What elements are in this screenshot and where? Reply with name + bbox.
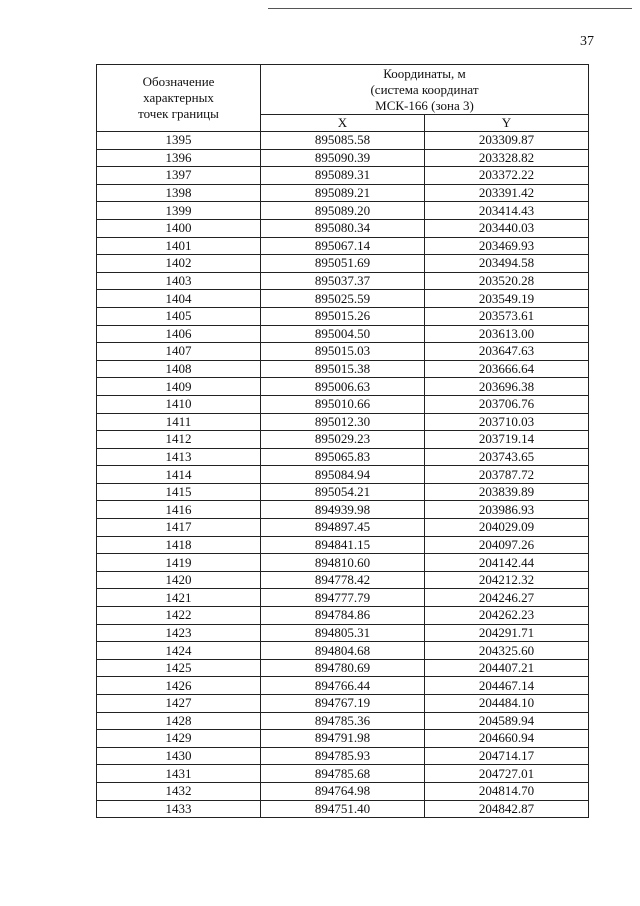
- table-row: [97, 501, 589, 519]
- y-coordinate-cell: 203706.76: [425, 395, 589, 413]
- table-row: [97, 431, 589, 449]
- coords-header-line: МСК-166 (зона 3): [375, 97, 474, 113]
- y-coordinate-cell: 203440.03: [425, 219, 589, 237]
- table-row: [97, 466, 589, 484]
- y-coordinate-cell: 204727.01: [425, 765, 589, 783]
- table-row: [97, 149, 589, 167]
- point-id-cell: 1427: [97, 695, 261, 713]
- point-id-cell: 1400: [97, 219, 261, 237]
- y-coordinate-cell: 204589.94: [425, 712, 589, 730]
- point-designation-header: [97, 65, 261, 132]
- x-coordinate-cell: 894805.31: [261, 624, 425, 642]
- y-coordinate-cell: 204246.27: [425, 589, 589, 607]
- point-id-cell: 1426: [97, 677, 261, 695]
- y-coordinate-cell: 204325.60: [425, 642, 589, 660]
- table-row: [97, 132, 589, 150]
- table-row: [97, 730, 589, 748]
- point-id-cell: 1412: [97, 431, 261, 449]
- point-id-cell: 1424: [97, 642, 261, 660]
- point-id-cell: 1395: [97, 132, 261, 150]
- x-coordinate-cell: 894841.15: [261, 536, 425, 554]
- y-coordinate-cell: 203696.38: [425, 378, 589, 396]
- coords-header-line: (система координат: [370, 81, 479, 97]
- table-row: [97, 554, 589, 572]
- table-row: [97, 712, 589, 730]
- x-coordinate-cell: 894778.42: [261, 571, 425, 589]
- point-header-line: Обозначение: [142, 74, 215, 89]
- y-coordinate-cell: 204714.17: [425, 747, 589, 765]
- point-id-cell: 1403: [97, 272, 261, 290]
- table-row: [97, 167, 589, 185]
- point-id-cell: 1406: [97, 325, 261, 343]
- point-id-cell: 1408: [97, 360, 261, 378]
- y-coordinate-cell: 204484.10: [425, 695, 589, 713]
- point-id-cell: 1419: [97, 554, 261, 572]
- y-coordinate-cell: 204097.26: [425, 536, 589, 554]
- point-id-cell: 1397: [97, 167, 261, 185]
- table-row: [97, 747, 589, 765]
- y-coordinate-cell: 203666.64: [425, 360, 589, 378]
- y-coordinate-cell: 203719.14: [425, 431, 589, 449]
- table-row: [97, 272, 589, 290]
- x-column-header: X: [261, 115, 425, 132]
- y-coordinate-cell: 204212.32: [425, 571, 589, 589]
- y-coordinate-cell: 204660.94: [425, 730, 589, 748]
- y-coordinate-cell: 204842.87: [425, 800, 589, 818]
- table-row: [97, 448, 589, 466]
- point-id-cell: 1417: [97, 519, 261, 537]
- point-id-cell: 1398: [97, 184, 261, 202]
- point-id-cell: 1430: [97, 747, 261, 765]
- table-row: [97, 343, 589, 361]
- point-id-cell: 1409: [97, 378, 261, 396]
- x-coordinate-cell: 894785.68: [261, 765, 425, 783]
- point-header-line: точек границы: [138, 106, 219, 121]
- y-coordinate-cell: 203573.61: [425, 307, 589, 325]
- y-coordinate-cell: 203372.22: [425, 167, 589, 185]
- x-coordinate-cell: 895084.94: [261, 466, 425, 484]
- point-id-cell: 1431: [97, 765, 261, 783]
- point-id-cell: 1415: [97, 483, 261, 501]
- y-coordinate-cell: 203839.89: [425, 483, 589, 501]
- table-row: [97, 307, 589, 325]
- x-coordinate-cell: 895025.59: [261, 290, 425, 308]
- point-id-cell: 1404: [97, 290, 261, 308]
- table-row: [97, 589, 589, 607]
- x-coordinate-cell: 895054.21: [261, 483, 425, 501]
- x-coordinate-cell: 894777.79: [261, 589, 425, 607]
- y-column-header: Y: [425, 115, 589, 132]
- table-row: [97, 536, 589, 554]
- x-coordinate-cell: 894804.68: [261, 642, 425, 660]
- x-coordinate-cell: 895015.26: [261, 307, 425, 325]
- point-id-cell: 1418: [97, 536, 261, 554]
- x-coordinate-cell: 894780.69: [261, 659, 425, 677]
- table-row: [97, 782, 589, 800]
- point-header-line: характерных: [143, 90, 214, 105]
- table-row: [97, 219, 589, 237]
- table-row: [97, 607, 589, 625]
- x-coordinate-cell: 895037.37: [261, 272, 425, 290]
- point-id-cell: 1420: [97, 571, 261, 589]
- x-coordinate-cell: 895065.83: [261, 448, 425, 466]
- x-coordinate-cell: 894767.19: [261, 695, 425, 713]
- y-coordinate-cell: 203710.03: [425, 413, 589, 431]
- x-coordinate-cell: 895067.14: [261, 237, 425, 255]
- coordinates-table: [96, 64, 589, 818]
- x-coordinate-cell: 895004.50: [261, 325, 425, 343]
- x-coordinate-cell: 895015.38: [261, 360, 425, 378]
- y-coordinate-cell: 203520.28: [425, 272, 589, 290]
- table-body: [97, 132, 589, 818]
- x-coordinate-cell: 894785.36: [261, 712, 425, 730]
- table-row: [97, 571, 589, 589]
- x-coordinate-cell: 895089.21: [261, 184, 425, 202]
- y-coordinate-cell: 204142.44: [425, 554, 589, 572]
- table-row: [97, 695, 589, 713]
- y-coordinate-cell: 204029.09: [425, 519, 589, 537]
- x-coordinate-cell: 894766.44: [261, 677, 425, 695]
- x-coordinate-cell: 894785.93: [261, 747, 425, 765]
- x-coordinate-cell: 894791.98: [261, 730, 425, 748]
- x-coordinate-cell: 894810.60: [261, 554, 425, 572]
- y-coordinate-cell: 204262.23: [425, 607, 589, 625]
- table-row: [97, 395, 589, 413]
- point-id-cell: 1396: [97, 149, 261, 167]
- point-id-cell: 1414: [97, 466, 261, 484]
- point-id-cell: 1399: [97, 202, 261, 220]
- point-id-cell: 1432: [97, 782, 261, 800]
- x-coordinate-cell: 894784.86: [261, 607, 425, 625]
- x-coordinate-cell: 895090.39: [261, 149, 425, 167]
- page-number: 37: [580, 34, 594, 49]
- table-row: [97, 765, 589, 783]
- x-coordinate-cell: 895010.66: [261, 395, 425, 413]
- x-coordinate-cell: 895085.58: [261, 132, 425, 150]
- y-coordinate-cell: 203743.65: [425, 448, 589, 466]
- x-coordinate-cell: 895089.31: [261, 167, 425, 185]
- point-id-cell: 1410: [97, 395, 261, 413]
- y-coordinate-cell: 203309.87: [425, 132, 589, 150]
- x-coordinate-cell: 895015.03: [261, 343, 425, 361]
- table-row: [97, 413, 589, 431]
- table-row: [97, 202, 589, 220]
- x-coordinate-cell: 894939.98: [261, 501, 425, 519]
- top-rule: [268, 8, 632, 9]
- table-row: [97, 325, 589, 343]
- y-coordinate-cell: 204814.70: [425, 782, 589, 800]
- table-row: [97, 255, 589, 273]
- point-id-cell: 1407: [97, 343, 261, 361]
- point-id-cell: 1428: [97, 712, 261, 730]
- table-row: [97, 360, 589, 378]
- x-coordinate-cell: 895089.20: [261, 202, 425, 220]
- table-row: [97, 659, 589, 677]
- x-coordinate-cell: 894897.45: [261, 519, 425, 537]
- table-row: [97, 642, 589, 660]
- y-coordinate-cell: 203613.00: [425, 325, 589, 343]
- point-id-cell: 1401: [97, 237, 261, 255]
- x-coordinate-cell: 895029.23: [261, 431, 425, 449]
- point-id-cell: 1405: [97, 307, 261, 325]
- y-coordinate-cell: 203494.58: [425, 255, 589, 273]
- point-id-cell: 1411: [97, 413, 261, 431]
- point-id-cell: 1416: [97, 501, 261, 519]
- y-coordinate-cell: 203391.42: [425, 184, 589, 202]
- table-row: [97, 483, 589, 501]
- x-coordinate-cell: 895051.69: [261, 255, 425, 273]
- point-id-cell: 1425: [97, 659, 261, 677]
- x-coordinate-cell: 894751.40: [261, 800, 425, 818]
- coords-header-line: Координаты, м: [383, 65, 466, 81]
- y-coordinate-cell: 203414.43: [425, 202, 589, 220]
- table-row: [97, 624, 589, 642]
- table-row: [97, 677, 589, 695]
- point-id-cell: 1413: [97, 448, 261, 466]
- table-row: [97, 290, 589, 308]
- y-coordinate-cell: 203328.82: [425, 149, 589, 167]
- x-coordinate-cell: 894764.98: [261, 782, 425, 800]
- table-row: [97, 519, 589, 537]
- point-id-cell: 1422: [97, 607, 261, 625]
- table-row: [97, 237, 589, 255]
- x-coordinate-cell: 895012.30: [261, 413, 425, 431]
- x-coordinate-cell: 895006.63: [261, 378, 425, 396]
- point-id-cell: 1421: [97, 589, 261, 607]
- y-coordinate-cell: 203549.19: [425, 290, 589, 308]
- y-coordinate-cell: 204407.21: [425, 659, 589, 677]
- y-coordinate-cell: 203787.72: [425, 466, 589, 484]
- y-coordinate-cell: 203647.63: [425, 343, 589, 361]
- point-id-cell: 1429: [97, 730, 261, 748]
- coordinates-group-header: [261, 65, 589, 115]
- point-id-cell: 1433: [97, 800, 261, 818]
- y-coordinate-cell: 204291.71: [425, 624, 589, 642]
- y-coordinate-cell: 203986.93: [425, 501, 589, 519]
- point-id-cell: 1402: [97, 255, 261, 273]
- point-id-cell: 1423: [97, 624, 261, 642]
- table-row: [97, 378, 589, 396]
- table-row: [97, 184, 589, 202]
- table-row: [97, 800, 589, 818]
- y-coordinate-cell: 203469.93: [425, 237, 589, 255]
- y-coordinate-cell: 204467.14: [425, 677, 589, 695]
- x-coordinate-cell: 895080.34: [261, 219, 425, 237]
